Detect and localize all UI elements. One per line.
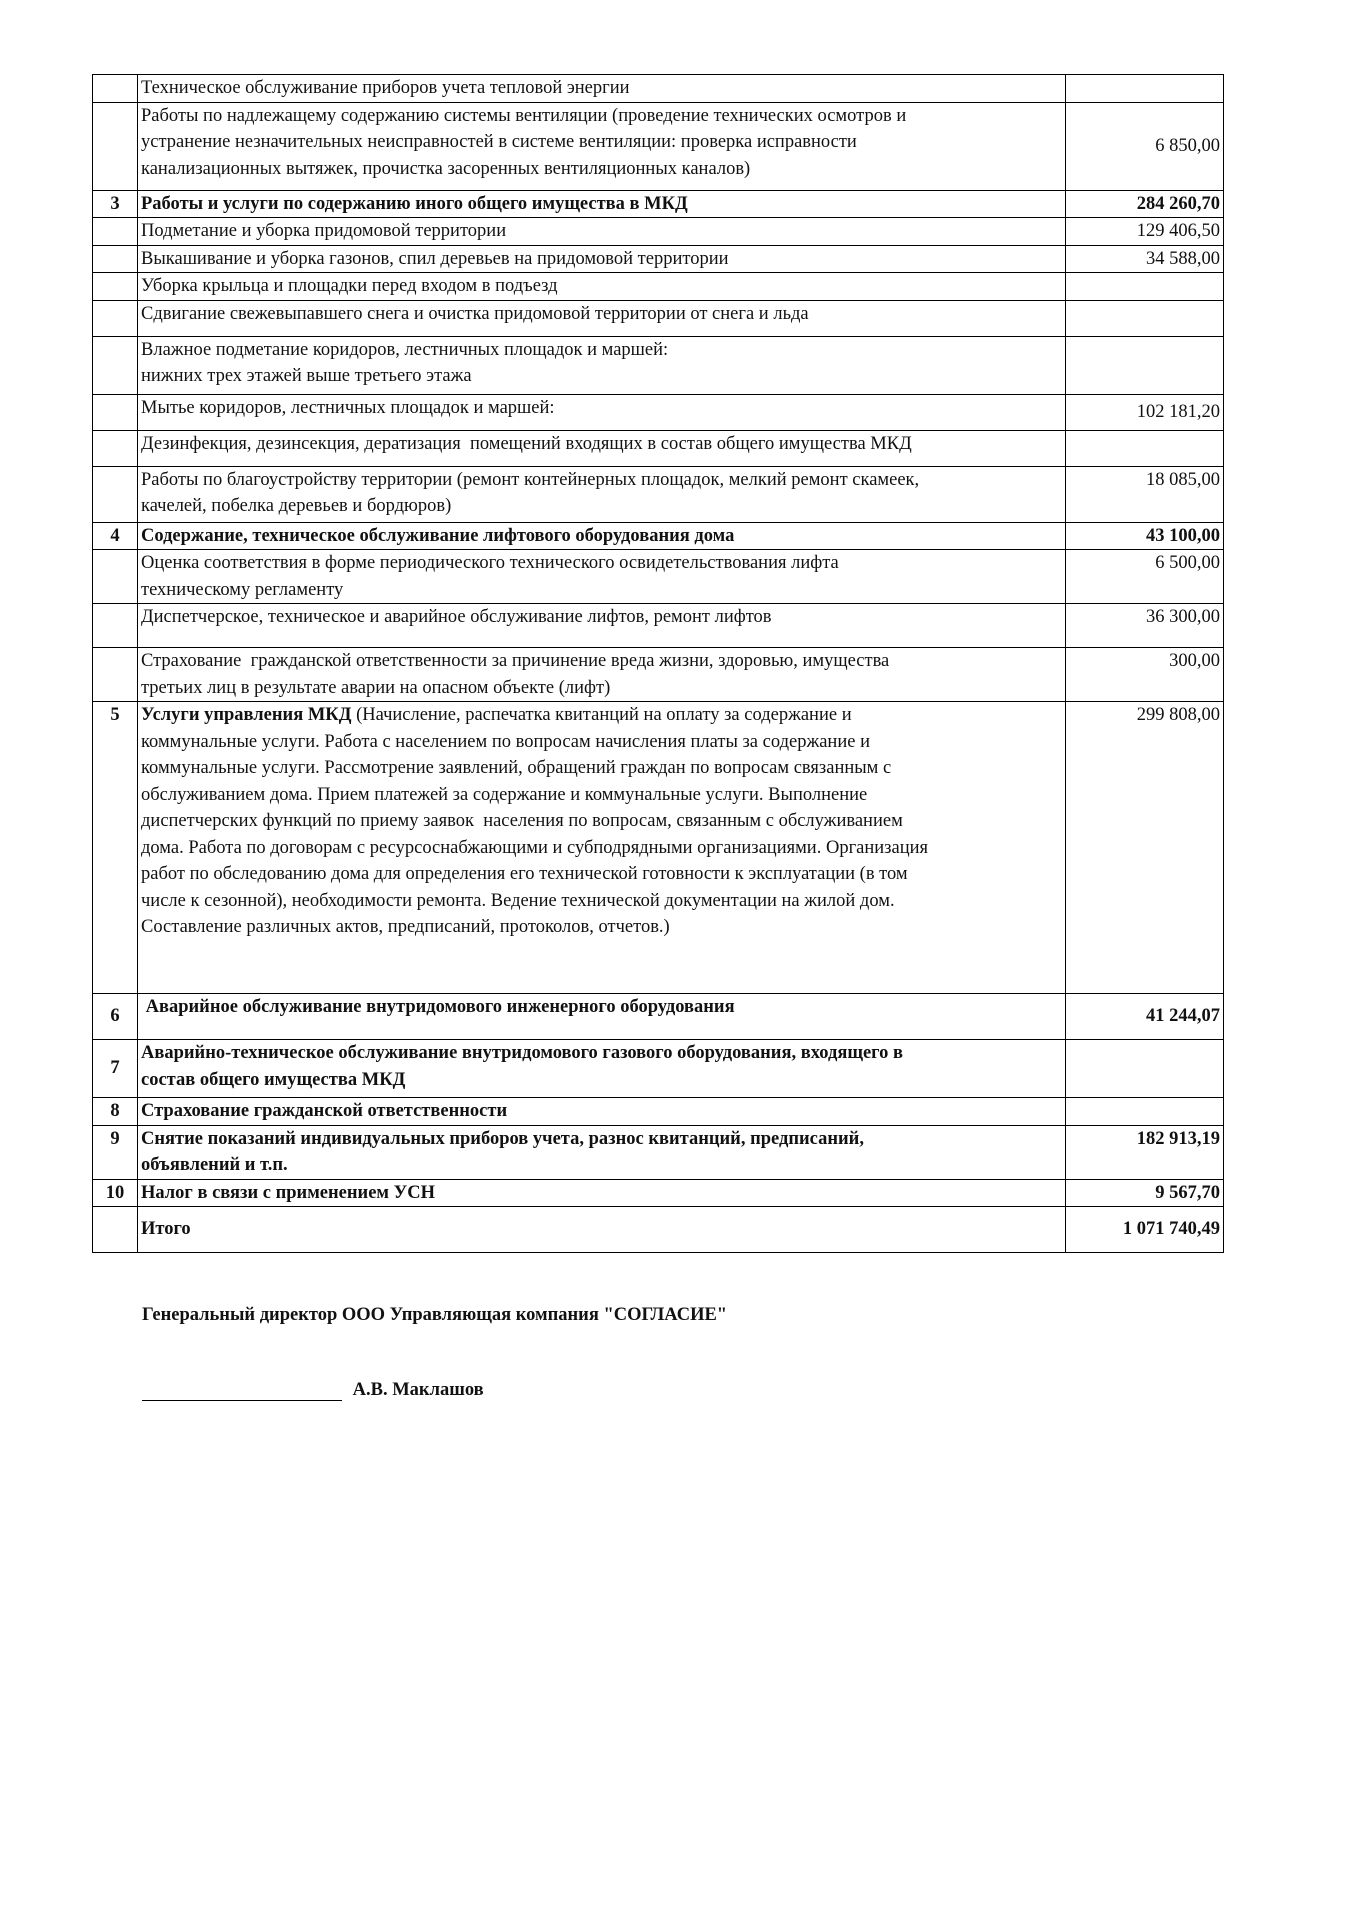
row-number: [93, 430, 138, 466]
row-description: [138, 1207, 1066, 1253]
row-amount: [1066, 1040, 1224, 1098]
table-row: [93, 1098, 1224, 1126]
row-number: [93, 336, 138, 394]
row-description: [138, 430, 1066, 466]
description-line: Работы и услуги по содержанию иного общего имущества в МКД: [141, 193, 688, 214]
table-row: [93, 648, 1224, 702]
row-description: [138, 394, 1066, 430]
description-line: Диспетчерское, техническое и аварийное обслуживание лифтов, ремонт лифтов: [141, 607, 772, 627]
row-description: [138, 648, 1066, 702]
row-number: [93, 300, 138, 336]
row-description: [138, 604, 1066, 648]
row-amount: 284 260,70: [1066, 190, 1224, 218]
row-amount: 36 300,00: [1066, 604, 1224, 648]
description-line: Налог в связи с применением УСН: [141, 1182, 435, 1203]
signature-line: [142, 1382, 342, 1401]
description-line: Аварийно-техническое обслуживание внутридомового газового оборудования, входящего в: [141, 1043, 903, 1063]
row-description: [138, 550, 1066, 604]
row-description: [138, 245, 1066, 273]
row-number: [93, 75, 138, 103]
row-number: [93, 218, 138, 246]
row-description: [138, 102, 1066, 190]
row-amount: [1066, 1098, 1224, 1126]
description-line: качелей, побелка деревьев и бордюров): [141, 496, 452, 516]
description-line: Влажное подметание коридоров, лестничных площадок и маршей:: [141, 339, 669, 360]
description-line: Мытье коридоров, лестничных площадок и маршей:: [141, 397, 555, 418]
row-amount: 34 588,00: [1066, 245, 1224, 273]
row-number: [93, 1207, 138, 1253]
row-number: 9: [93, 1125, 138, 1179]
row-number: 3: [93, 190, 138, 218]
row-amount: 102 181,20: [1066, 394, 1224, 430]
row-description: [138, 1125, 1066, 1179]
signature-position: Генеральный директор ООО Управляющая компания "СОГЛАСИЕ": [142, 1305, 728, 1325]
description-line: диспетчерских функций по приему заявок населения по вопросам, связанным с обслуживанием: [141, 811, 903, 831]
row-amount: 1 071 740,49: [1066, 1207, 1224, 1253]
row-number: 4: [93, 522, 138, 550]
row-amount: [1066, 430, 1224, 466]
row-description: [138, 273, 1066, 301]
table-row: [93, 430, 1224, 466]
description-line: устранение незначительных неисправностей в системе вентиляции: проверка исправности: [141, 132, 857, 152]
row-description: [138, 218, 1066, 246]
row-amount: 6 850,00: [1066, 102, 1224, 190]
description-line: Дезинфекция, дезинсекция, дератизация помещений входящих в состав общего имущества МКД: [141, 433, 912, 454]
row-amount: 300,00: [1066, 648, 1224, 702]
description-line: Уборка крыльца и площадки перед входом в подъезд: [141, 276, 558, 296]
table-row: [93, 1207, 1224, 1253]
row-amount: 6 500,00: [1066, 550, 1224, 604]
table-row: [93, 466, 1224, 522]
row-amount: [1066, 300, 1224, 336]
table-row: [93, 102, 1224, 190]
table-row: [93, 702, 1224, 994]
description-line: Страхование гражданской ответственности: [141, 1101, 508, 1121]
description-line: состав общего имущества МКД: [141, 1069, 406, 1090]
description-line: объявлений и т.п.: [141, 1155, 288, 1175]
row-description: [138, 75, 1066, 103]
table-row: [93, 1125, 1224, 1179]
row-number: [93, 102, 138, 190]
row-description: [138, 300, 1066, 336]
row-title: Услуги управления МКД: [141, 705, 352, 725]
row-description: [138, 190, 1066, 218]
description-line: Техническое обслуживание приборов учета тепловой энергии: [141, 78, 630, 98]
row-amount: 9 567,70: [1066, 1179, 1224, 1207]
description-line: Составление различных актов, предписаний, протоколов, отчетов.): [141, 917, 670, 937]
row-number: [93, 466, 138, 522]
signature-block: [142, 1380, 484, 1401]
description-line: нижних трех этажей выше третьего этажа: [141, 366, 472, 386]
description-line: Работы по надлежащему содержанию системы вентиляции (проведение технических осмотров и: [141, 105, 907, 126]
description-line: Итого: [141, 1219, 191, 1240]
description-line: Работы по благоустройству территории (ремонт контейнерных площадок, мелкий ремонт скамеек,: [141, 469, 920, 490]
description-line: числе к сезонной), необходимости ремонта. Ведение технической документации на жилой дом.: [141, 890, 895, 911]
row-number: [93, 273, 138, 301]
description-line: Аварийное обслуживание внутридомового инженерного оборудования: [141, 997, 735, 1017]
row-description: [138, 466, 1066, 522]
row-amount: 41 244,07: [1066, 994, 1224, 1040]
row-number: 5: [93, 702, 138, 994]
row-number: 6: [93, 994, 138, 1040]
table-row: [93, 550, 1224, 604]
table-row: [93, 994, 1224, 1040]
row-number: [93, 394, 138, 430]
description-line: (Начисление, распечатка квитанций на оплату за содержание и: [351, 705, 852, 725]
description-line: коммунальные услуги. Работа с населением по вопросам начисления платы за содержание и: [141, 731, 870, 752]
row-amount: 18 085,00: [1066, 466, 1224, 522]
row-description: [138, 1040, 1066, 1098]
table-row: [93, 522, 1224, 550]
description-line: Подметание и уборка придомовой территории: [141, 221, 507, 241]
description-line: обслуживанием дома. Прием платежей за содержание и коммунальные услуги. Выполнение: [141, 784, 868, 805]
row-description: [138, 522, 1066, 550]
table-row: [93, 190, 1224, 218]
table-row: [93, 273, 1224, 301]
description-line: техническому регламенту: [141, 579, 344, 600]
table-row: [93, 300, 1224, 336]
row-number: 10: [93, 1179, 138, 1207]
row-amount: 299 808,00: [1066, 702, 1224, 994]
description-line: третьих лиц в результате аварии на опасном объекте (лифт): [141, 677, 611, 698]
row-number: 8: [93, 1098, 138, 1126]
description-line: Содержание, техническое обслуживание лифтового оборудования дома: [141, 525, 735, 546]
description-line: коммунальные услуги. Рассмотрение заявлений, обращений граждан по вопросам связанным с: [141, 758, 892, 778]
table-row: [93, 245, 1224, 273]
description-line: Оценка соответствия в форме периодического технического освидетельствования лифта: [141, 553, 839, 573]
table-row: [93, 75, 1224, 103]
table-row: [93, 336, 1224, 394]
description-line: канализационных вытяжек, прочистка засоренных вентиляционных каналов): [141, 158, 751, 179]
row-number: [93, 550, 138, 604]
row-description: [138, 702, 1066, 994]
row-number: 7: [93, 1040, 138, 1098]
table-row: [93, 218, 1224, 246]
row-number: [93, 604, 138, 648]
table-row: [93, 1179, 1224, 1207]
row-description: [138, 994, 1066, 1040]
row-amount: 182 913,19: [1066, 1125, 1224, 1179]
row-amount: 43 100,00: [1066, 522, 1224, 550]
row-number: [93, 245, 138, 273]
row-number: [93, 648, 138, 702]
row-amount: [1066, 75, 1224, 103]
row-description: [138, 1098, 1066, 1126]
description-line: Сдвигание свежевыпавшего снега и очистка придомовой территории от снега и льда: [141, 303, 809, 324]
table-row: [93, 1040, 1224, 1098]
table-row: [93, 394, 1224, 430]
row-description: [138, 336, 1066, 394]
description-line: работ по обследованию дома для определения его технической готовности к эксплуатации (в том: [141, 864, 908, 884]
description-line: Выкашивание и уборка газонов, спил деревьев на придомовой территории: [141, 248, 729, 269]
table-row: [93, 604, 1224, 648]
row-amount: [1066, 273, 1224, 301]
signature-name: А.В. Маклашов: [352, 1380, 484, 1400]
row-amount: [1066, 336, 1224, 394]
row-description: [138, 1179, 1066, 1207]
description-line: Снятие показаний индивидуальных приборов учета, разнос квитанций, предписаний,: [141, 1128, 864, 1149]
description-line: Страхование гражданской ответственности за причинение вреда жизни, здоровью, имущества: [141, 651, 890, 671]
description-line: дома. Работа по договорам с ресурсоснабжающими и субподрядными организациями. Организация: [141, 837, 928, 858]
services-table: [92, 74, 1224, 1253]
row-amount: 129 406,50: [1066, 218, 1224, 246]
